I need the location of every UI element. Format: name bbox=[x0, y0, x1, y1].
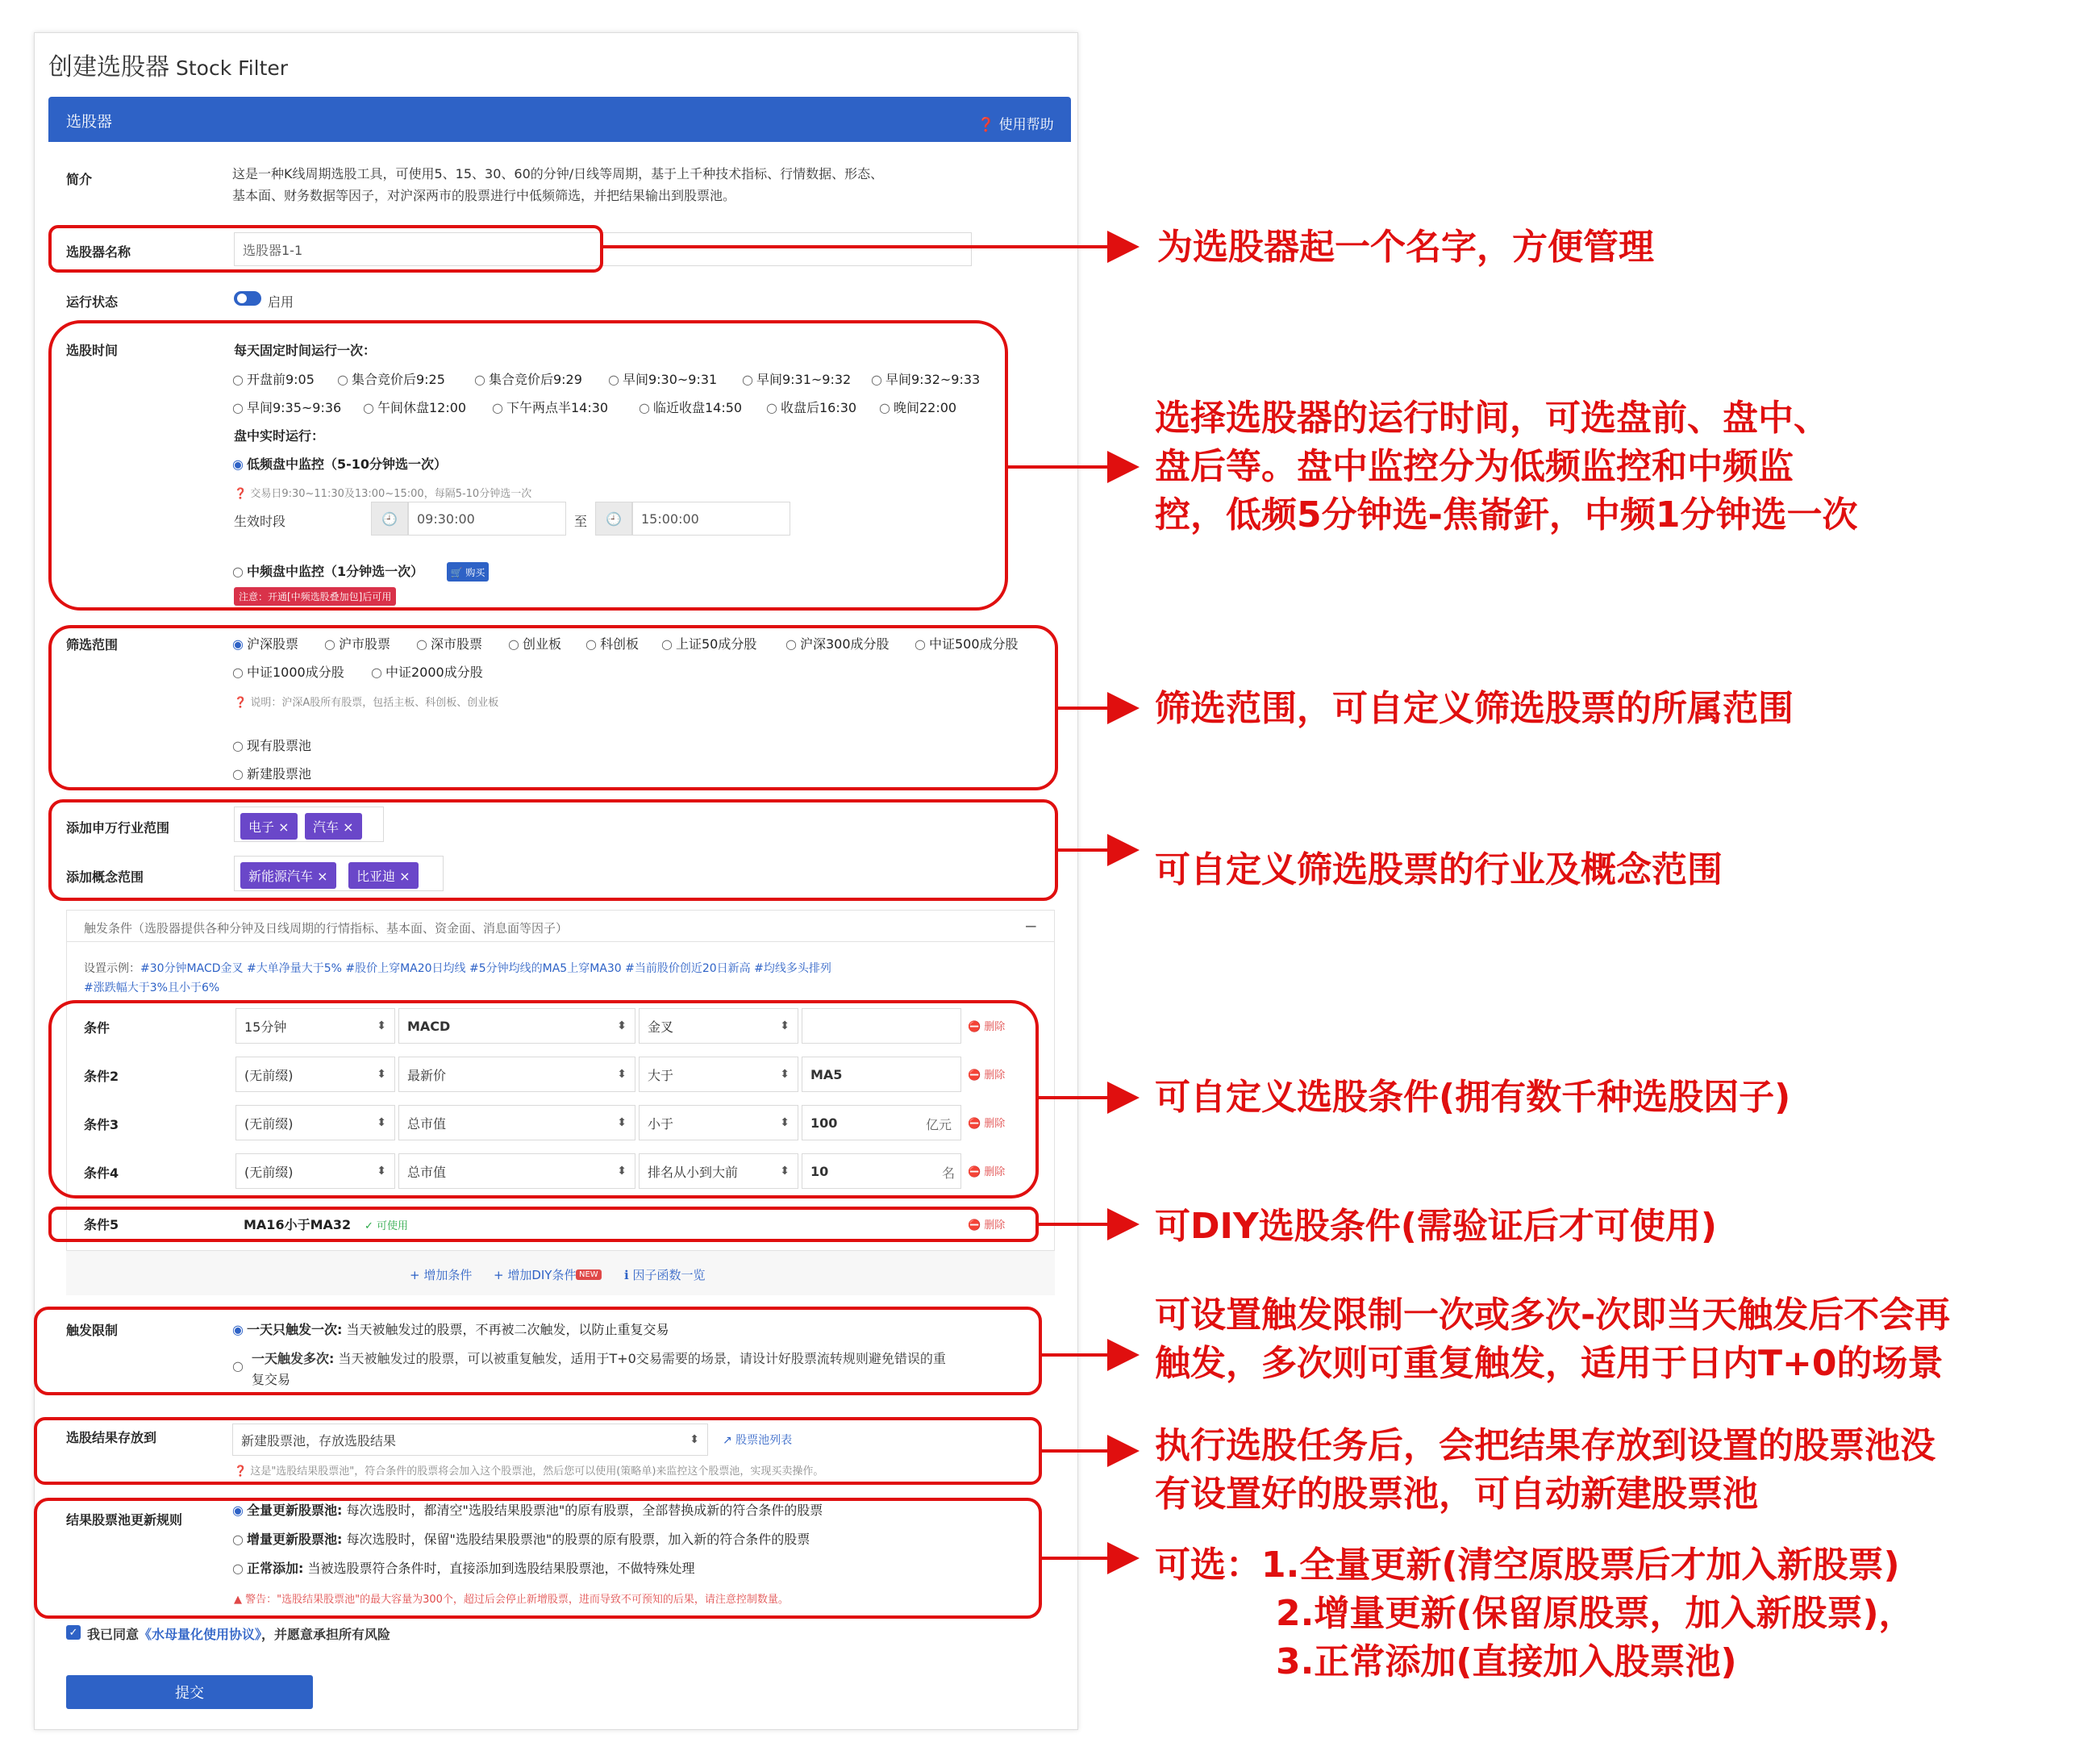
intro-text-1: 这是一种K线周期选股工具，可使用5、15、30、60的分钟/日线等周期，基于上千种技术指标、行情数据、形态、 bbox=[232, 166, 884, 181]
mid-freq-note: 注意：开通[中频选股叠加包]后可用 bbox=[234, 587, 396, 606]
end-time-input[interactable]: 15:00:00 bbox=[632, 502, 790, 536]
name-input[interactable]: 选股器1-1 bbox=[234, 232, 972, 266]
run-status-label: 运行状态 bbox=[66, 294, 119, 310]
time-option[interactable]: ○ 临近收盘14:50 bbox=[639, 398, 742, 416]
annotation-schedule-3: 控，低频5分钟选-焦嵛釬，中频1分钟选一次 bbox=[1155, 494, 1858, 536]
start-time-input[interactable]: 09:30:00 bbox=[408, 502, 566, 536]
annotation-limit-2: 触发，多次则可重复触发，适用于日内T+0的场景 bbox=[1155, 1343, 1944, 1384]
buy-button[interactable]: 🛒 购买 bbox=[447, 562, 489, 582]
industry-label: 添加申万行业范围 bbox=[66, 820, 170, 836]
period-select[interactable]: (无前缀) ⬍ bbox=[235, 1153, 395, 1189]
time-option[interactable]: ○ 晚间22:00 bbox=[879, 398, 956, 416]
name-label: 选股器名称 bbox=[66, 244, 131, 260]
time-option[interactable]: ○ 早间9:35~9:36 bbox=[232, 398, 341, 416]
condition-value-input[interactable]: MA5 bbox=[802, 1057, 961, 1092]
clock-icon: 🕘 bbox=[595, 502, 632, 536]
scope-label: 筛选范围 bbox=[66, 637, 119, 652]
factor-select[interactable]: 总市值 ⬍ bbox=[398, 1153, 635, 1189]
intro-label: 简介 bbox=[66, 172, 93, 187]
annotation-update-2: 2.增量更新(保留原股票，加入新股票)， bbox=[1276, 1593, 1915, 1634]
factor-select[interactable]: MACD ⬍ bbox=[398, 1008, 635, 1044]
help-link[interactable]: ❓ 使用帮助 bbox=[977, 117, 1054, 133]
annotation-result-1: 执行选股任务后，会把结果存放到设置的股票池没 bbox=[1155, 1425, 1935, 1466]
scope-option[interactable]: ○ 中证2000成分股 bbox=[371, 662, 483, 681]
scope-option[interactable]: ◉ 沪深股票 bbox=[232, 634, 298, 652]
effective-period-label: 生效时段 bbox=[234, 514, 286, 529]
diy-condition-value: MA16小于MA32 bbox=[244, 1217, 352, 1232]
annotation-name: 为选股器起一个名字，方便管理 bbox=[1157, 227, 1654, 268]
pool-list-link[interactable]: ↗ 股票池列表 bbox=[723, 1434, 793, 1447]
update-incremental-option[interactable]: ○ 增量更新股票池: 每次选股时，保留"选股结果股票池"的股票的原有股票，加入新的符合条件的股票 bbox=[232, 1529, 810, 1548]
factor-list-link[interactable]: ℹ 因子函数一览 bbox=[624, 1268, 706, 1282]
annotation-schedule-2: 盘后等。盘中监控分为低频监控和中频监 bbox=[1155, 446, 1794, 487]
delete-condition[interactable]: ⛔ 删除 bbox=[968, 1018, 1005, 1033]
intro-text-2: 基本面、财务数据等因子，对沪深两市的股票进行中低频筛选，并把结果输出到股票池。 bbox=[232, 188, 736, 203]
condition-label: 条件 bbox=[84, 1020, 110, 1036]
time-option[interactable]: ○ 早间9:30~9:31 bbox=[608, 369, 717, 388]
concept-tag[interactable]: 比亚迪 × bbox=[348, 862, 419, 889]
concept-tag[interactable]: 新能源汽车 × bbox=[240, 862, 336, 889]
scope-option[interactable]: ○ 创业板 bbox=[508, 634, 561, 652]
annotation-update-1: 可选：1.全量更新(清空原股票后才加入新股票) bbox=[1155, 1544, 1900, 1586]
scope-option[interactable]: ○ 深市股票 bbox=[416, 634, 482, 652]
scope-option[interactable]: ○ 上证50成分股 bbox=[661, 634, 756, 652]
industry-tag[interactable]: 汽车 × bbox=[305, 813, 362, 840]
condition-unit: 亿元 bbox=[926, 1117, 952, 1132]
annotation-schedule-1: 选择选股器的运行时间，可选盘前、盘中、 bbox=[1155, 398, 1829, 439]
time-to-label: 至 bbox=[574, 514, 588, 529]
diy-condition-label: 条件5 bbox=[84, 1217, 119, 1232]
annotation-update-3: 3.正常添加(直接加入股票池) bbox=[1276, 1641, 1737, 1682]
limit-label: 触发限制 bbox=[66, 1323, 119, 1338]
delete-condition[interactable]: ⛔ 删除 bbox=[968, 1066, 1005, 1082]
scope-option[interactable]: ○ 中证1000成分股 bbox=[232, 662, 344, 681]
condition-label: 条件4 bbox=[84, 1165, 119, 1181]
agreement-link[interactable]: 《水母量化使用协议》 bbox=[139, 1627, 262, 1642]
update-rule-label: 结果股票池更新规则 bbox=[66, 1512, 183, 1528]
schedule-label: 选股时间 bbox=[66, 343, 119, 358]
new-badge: NEW bbox=[576, 1269, 602, 1280]
result-label: 选股结果存放到 bbox=[66, 1430, 157, 1445]
annotation-diy: 可DIY选股条件(需验证后才可使用) bbox=[1155, 1206, 1717, 1247]
operator-select[interactable]: 小于 ⬍ bbox=[639, 1105, 798, 1140]
limit-once-option[interactable]: ◉ 一天只触发一次: 当天被触发过的股票，不再被二次触发，以防止重复交易 bbox=[232, 1319, 669, 1338]
time-option[interactable]: ○ 下午两点半14:30 bbox=[492, 398, 608, 416]
pool-existing-option[interactable]: ○ 现有股票池 bbox=[232, 736, 311, 754]
scope-option[interactable]: ○ 沪市股票 bbox=[324, 634, 390, 652]
agreement-checkbox[interactable]: ✓ bbox=[66, 1625, 81, 1640]
time-option[interactable]: ○ 集合竞价后9:25 bbox=[337, 369, 445, 388]
condition-label: 条件3 bbox=[84, 1117, 119, 1132]
annotation-result-2: 有设置好的股票池，可自动新建股票池 bbox=[1155, 1474, 1758, 1515]
limit-multi-text-2: 复交易 bbox=[252, 1372, 291, 1387]
scope-option[interactable]: ○ 中证500成分股 bbox=[915, 634, 1019, 652]
trigger-header-text: 触发条件（选股器提供各种分钟及日线周期的行情指标、基本面、资金面、消息面等因子） bbox=[84, 921, 569, 936]
time-option[interactable]: ○ 早间9:32~9:33 bbox=[871, 369, 980, 388]
annotation-scope: 筛选范围，可自定义筛选股票的所属范围 bbox=[1155, 688, 1794, 729]
page-title: 创建选股器 Stock Filter bbox=[48, 53, 289, 81]
annotation-conditions: 可自定义选股条件(拥有数千种选股因子) bbox=[1155, 1077, 1791, 1118]
panel-title: 选股器 bbox=[66, 113, 113, 131]
factor-select[interactable]: 总市值 ⬍ bbox=[398, 1105, 635, 1140]
realtime-title: 盘中实时运行： bbox=[234, 428, 325, 444]
time-option[interactable]: ○ 收盘后16:30 bbox=[766, 398, 856, 416]
update-full-option[interactable]: ◉ 全量更新股票池: 每次选股时，都清空"选股结果股票池"的原有股票，全部替换成新的符合条件的股票 bbox=[232, 1500, 823, 1519]
condition-value-input[interactable]: 10 bbox=[802, 1153, 961, 1189]
condition-label: 条件2 bbox=[84, 1069, 119, 1084]
run-status-value: 启用 bbox=[268, 294, 294, 310]
time-option[interactable]: ○ 早间9:31~9:32 bbox=[742, 369, 851, 388]
fixed-time-title: 每天固定时间运行一次： bbox=[234, 343, 377, 358]
time-option[interactable]: ○ 集合竞价后9:29 bbox=[474, 369, 582, 388]
trigger-examples: 设置示例：#30分钟MACD金叉 #大单净量大于5% #股价上穿MA20日均线 #5分钟均线的MA5上穿MA30 #当前股价创近20日新高 #均线多头排列 bbox=[84, 962, 831, 975]
limit-multi-text: 一天触发多次: 当天被触发过的股票，可以被重复触发，适用于T+0交易需要的场景，请设计好股票流转规则避免错误的重 bbox=[252, 1351, 946, 1366]
annotation-limit-1: 可设置触发限制一次或多次-次即当天触发后不会再 bbox=[1155, 1294, 1951, 1336]
mid-freq-option[interactable]: ○ 中频盘中监控（1分钟选一次） bbox=[232, 561, 423, 580]
delete-condition[interactable]: ⛔ 删除 bbox=[968, 1216, 1005, 1232]
update-warning: ▲ 警告："选股结果股票池"的最大容量为300个，超过后会停止新增股票，进而导致不可预知的后果，请注意控制数量。 bbox=[234, 1594, 789, 1606]
period-select[interactable]: (无前缀) ⬍ bbox=[235, 1057, 395, 1092]
low-freq-option[interactable]: ◉ 低频盘中监控（5-10分钟选一次） bbox=[232, 454, 447, 473]
agreement-text: 我已同意《水母量化使用协议》，并愿意承担所有风险 bbox=[87, 1627, 391, 1642]
collapse-icon[interactable]: − bbox=[1024, 916, 1038, 936]
update-normal-option[interactable]: ○ 正常添加: 当被选股票符合条件时，直接添加到选股结果股票池，不做特殊处理 bbox=[232, 1558, 694, 1577]
diy-condition-status: ✓ 可使用 bbox=[365, 1220, 409, 1232]
add-diy-condition-button[interactable]: + 增加DIY条件 bbox=[494, 1268, 577, 1282]
clock-icon: 🕘 bbox=[371, 502, 408, 536]
annotation-industry: 可自定义筛选股票的行业及概念范围 bbox=[1155, 849, 1723, 890]
scope-option[interactable]: ○ 科创板 bbox=[585, 634, 639, 652]
trigger-examples-2: #涨跌幅大于3%且小于6% bbox=[84, 982, 220, 994]
industry-tag[interactable]: 电子 × bbox=[240, 813, 298, 840]
factor-select[interactable]: 最新价 ⬍ bbox=[398, 1057, 635, 1092]
delete-condition[interactable]: ⛔ 删除 bbox=[968, 1115, 1005, 1130]
scope-note: ❓ 说明：沪深A股所有股票，包括主板、科创板、创业板 bbox=[234, 697, 499, 709]
time-option[interactable]: ○ 开盘前9:05 bbox=[232, 369, 315, 388]
operator-select[interactable]: 排名从小到大前 ⬍ bbox=[639, 1153, 798, 1189]
operator-select[interactable]: 大于 ⬍ bbox=[639, 1057, 798, 1092]
operator-select[interactable]: 金叉 ⬍ bbox=[639, 1008, 798, 1044]
period-select[interactable]: 15分钟 ⬍ bbox=[235, 1008, 395, 1044]
pool-new-option[interactable]: ○ 新建股票池 bbox=[232, 764, 311, 782]
period-select[interactable]: (无前缀) ⬍ bbox=[235, 1105, 395, 1140]
time-option[interactable]: ○ 午间休盘12:00 bbox=[363, 398, 466, 416]
low-freq-note: ❓ 交易日9:30~11:30及13:00~15:00，每隔5-10分钟选一次 bbox=[234, 488, 532, 500]
result-note: ❓ 这是"选股结果股票池"，符合条件的股票将会加入这个股票池，然后您可以使用(策略单)来监控这个股票池，实现买卖操作。 bbox=[234, 1465, 824, 1478]
condition-value-input[interactable]: 100 bbox=[802, 1105, 961, 1140]
submit-button[interactable]: 提交 bbox=[66, 1675, 313, 1709]
concept-label: 添加概念范围 bbox=[66, 869, 144, 885]
delete-condition[interactable]: ⛔ 删除 bbox=[968, 1163, 1005, 1178]
add-condition-button[interactable]: + 增加条件 bbox=[410, 1268, 473, 1282]
condition-unit: 名 bbox=[942, 1165, 956, 1181]
result-pool-select[interactable]: 新建股票池，存放选股结果 ⬍ bbox=[232, 1424, 708, 1456]
scope-option[interactable]: ○ 沪深300成分股 bbox=[785, 634, 890, 652]
